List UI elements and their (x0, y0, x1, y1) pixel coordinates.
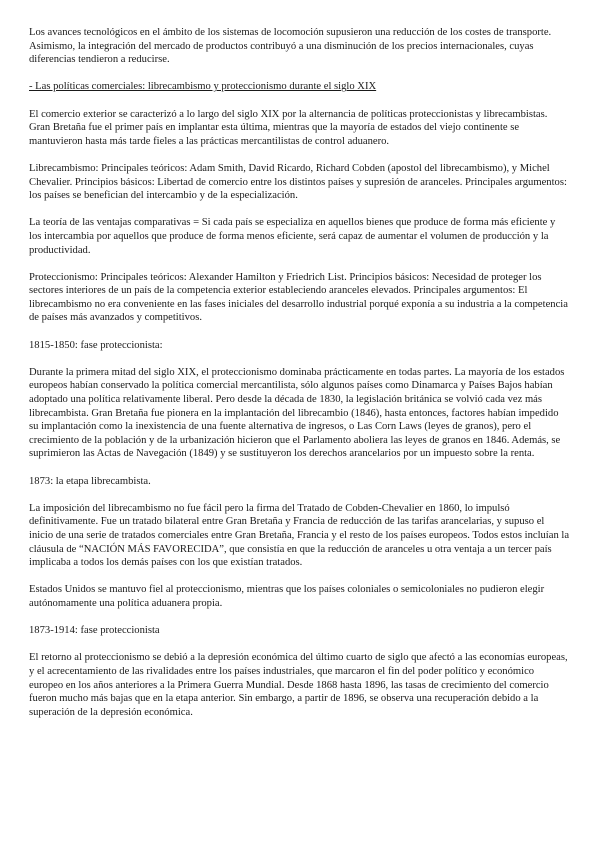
paragraph-transport-costs: Los avances tecnológicos en el ámbito de los sistemas de locomoción supusieron una reducción de los costes de transporte. Asimismo, la integración del mercado de productos contribuyó a una disminución de los precios internacionales, cuyas diferencias tendieron a reducirse. (29, 27, 552, 66)
paragraph-foreign-trade: El comercio exterior se caracterizó a lo largo del siglo XIX por la alternancia de políticas proteccionistas y librecambistas. Gran Bretaña fue el primer país en implantar esta última, mientras que la mayoría de estados del viejo continente se mantuvieron hasta más tarde fieles a las prácticas mercantilistas de control aduanero. (29, 108, 548, 147)
heading-1873-1914: 1873-1914: fase proteccionista (29, 625, 160, 637)
paragraph-protectionism: Proteccionismo: Principales teóricos: Alexander Hamilton y Friedrich List. Principios básicos: Necesidad de proteger los sectores interiores de un país de la competencia exterior estableciendo aranceles elevados. Principales argumentos: El librecambismo no era conveniente en las fases iniciales del desarrollo industrial porqué exponía a su industria a la competencia de países más avanzados y competitivos. (29, 271, 568, 324)
paragraph-free-trade: Librecambismo: Principales teóricos: Adam Smith, David Ricardo, Richard Cobden (apostol del librecambismo), y Michel Chevalier. Principios básicos: Libertad de comercio entre los distintos países y supresión de aranceles. Principales argumentos: los países se benefician del intercambio y de la especialización. (29, 162, 567, 202)
section-heading-trade-policies: - Las políticas comerciales: librecambismo y proteccionismo durante el siglo XIX (29, 81, 377, 93)
paragraph-cobden-chevalier: La imposición del librecambismo no fue fácil pero la firma del Tratado de Cobden-Chevalier en 1860, lo impulsó definitivamente. Fue un tratado bilateral entre Gran Bretaña y Francia de reducción de las tarifas arancelarias, y supuso el inicio de una serie de tratados comerciales entre Gran Bretaña, Francia y el resto de los países europeos. Todos estos incluían la cláusula de “NACIÓN MÁS FAVORECIDA”, que consistía en que la reducción de aranceles u otra ventaja a un tercer país implicaba a todos los demás países con los que existían tratados. (29, 502, 570, 569)
heading-1873-free-trade: 1873: la etapa librecambista. (29, 475, 151, 487)
heading-1815-1850: 1815-1850: fase proteccionista: (29, 339, 163, 351)
paragraph-united-states: Estados Unidos se mantuvo fiel al proteccionismo, mientras que los países coloniales o semicoloniales no pudieron elegir autónomamente una política aduanera propia. (29, 584, 545, 609)
paragraph-return-protectionism: El retorno al proteccionismo se debió a la depresión económica del último cuarto de siglo que afectó a las economías europeas, y el acrecentamiento de las rivalidades entre los países industriales, que marcaron el fin del poder político y económico europeo en los años anteriores a la Primera Guerra Mundial. Desde 1868 hasta 1896, las tasas de crecimiento del comercio fueron mucho más bajas que en la etapa anterior. Sin embargo, a partir de 1896, se observa una recuperación debido a la superación de la depresión económica. (29, 652, 568, 718)
document-page (29, 26, 570, 733)
paragraph-first-half-19th-century: Durante la primera mitad del siglo XIX, el proteccionismo dominaba prácticamente en todas partes. La mayoría de los estados europeos habían conservado la política comercial mercantilista, sólo algunos países como Dinamarca y Países Bajos habían adoptado una política relativamente liberal. Pero desde la década de 1830, la legislación británica se volvió cada vez más librecambista. Gran Bretaña fue pionera en la implantación del librecambio (1846), hasta entonces, factores habían impedido su implantación como la inexistencia de una fuente alternativa de ingresos, o Las Corn Laws (leyes de granos), pero el crecimiento de la población y de la urbanización hicieron que el Parlamento aboliera las leyes de granos en 1846. Además, se suprimieron las Actas de Navegación (1849) y se sustituyeron los derechos arancelarios por un impuesto sobre la renta. (29, 366, 565, 460)
paragraph-comparative-advantage: La teoría de las ventajas comparativas = Si cada país se especializa en aquellos bienes que produce de forma más eficiente y los intercambia por aquellos que produce de forma menos eficiente, será capaz de aumentar el volumen de producción y la productividad. (29, 217, 556, 256)
